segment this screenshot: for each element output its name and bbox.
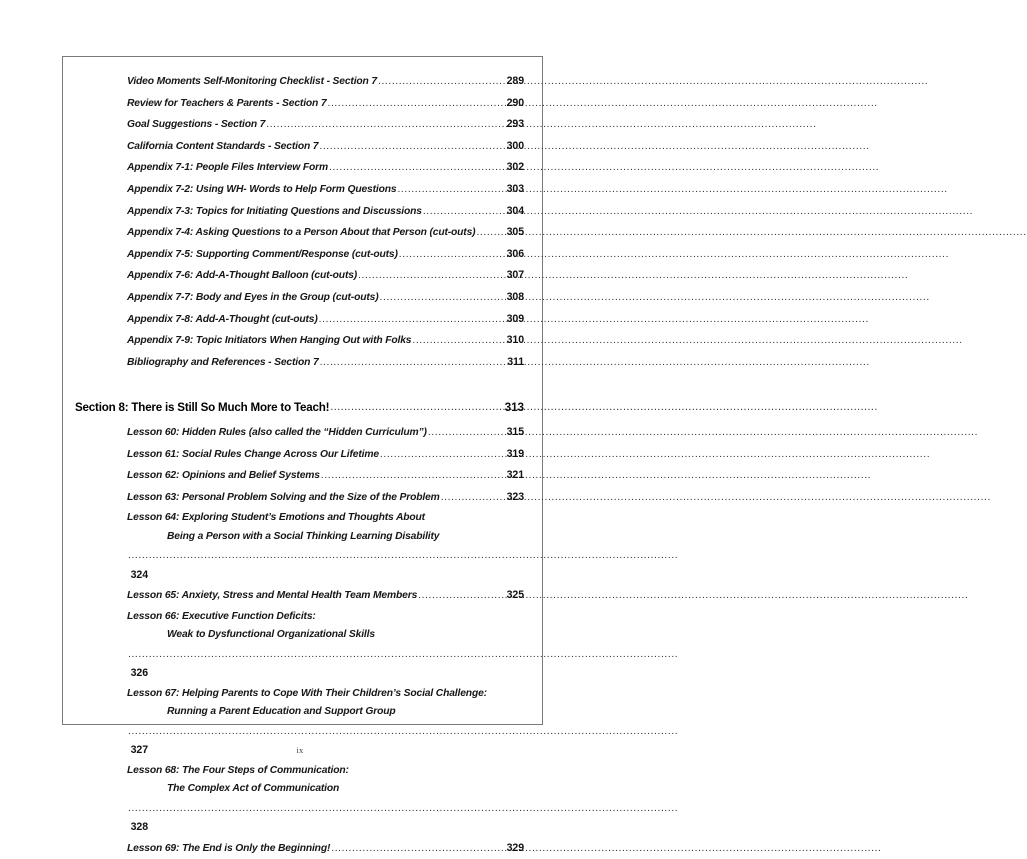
toc-entry-page: 326 [130, 667, 148, 680]
toc-entry-page: 302 [506, 161, 524, 174]
toc-entry-title: Lesson 68: The Four Steps of Communication: [127, 764, 349, 776]
toc-entry[interactable] [75, 444, 524, 466]
toc-entry-page: 306 [506, 247, 524, 260]
toc-entry-title: Appendix 7-5: Supporting Comment/Response (cut-outs) [127, 248, 398, 260]
toc-section-title: Section 8: There is Still So Much More to Teach! [75, 401, 330, 415]
dot-leader [476, 222, 503, 244]
dot-leader [319, 136, 503, 158]
toc-entry-title: Lesson 60: Hidden Rules (also called the “Hidden Curriculum”) [127, 426, 427, 438]
toc-entry[interactable] [75, 179, 524, 201]
dot-leader [423, 201, 503, 223]
dot-leader [399, 244, 503, 266]
toc-entry[interactable] [75, 465, 524, 487]
toc-entry-title: Lesson 69: The End is Only the Beginning! [127, 842, 331, 854]
toc-entry-title: Lesson 62: Opinions and Belief Systems [127, 470, 320, 482]
dot-leader [128, 799, 524, 819]
toc-entry[interactable] [75, 607, 524, 684]
dot-leader [266, 114, 503, 136]
toc-entry-page: 290 [506, 96, 524, 109]
toc-entry-title: Appendix 7-1: People Files Interview Form [127, 162, 328, 174]
toc-entry-title: Appendix 7-2: Using WH- Words to Help Form Questions [127, 183, 397, 195]
dot-leader [320, 352, 503, 374]
toc-entry-title: Lesson 61: Social Rules Change Across Our Lifetime [127, 448, 379, 460]
toc-entry-page: 307 [506, 269, 524, 282]
toc-entry[interactable] [75, 244, 524, 266]
toc-entry-title: Goal Suggestions - Section 7 [127, 119, 266, 131]
toc-entry-title: Review for Teachers & Parents - Section 7 [127, 97, 327, 109]
dot-leader [418, 585, 503, 607]
toc-entry-title: Lesson 65: Anxiety, Stress and Mental Health Team Members [127, 590, 418, 602]
toc-entry-title: Appendix 7-6: Add-A-Thought Balloon (cut-outs) [127, 270, 358, 282]
dot-leader [358, 265, 503, 287]
page-folio: ix [296, 745, 304, 755]
toc-entry[interactable] [75, 487, 524, 509]
toc-entry-page: 289 [506, 75, 524, 87]
toc-entry-page: 310 [506, 334, 524, 347]
dot-leader [378, 71, 503, 93]
toc-entry-page: 304 [506, 204, 524, 217]
toc-entry[interactable] [75, 157, 524, 179]
toc-entry-title-line2: Running a Parent Education and Support Group [167, 706, 396, 718]
toc-entry[interactable] [75, 585, 524, 607]
dot-leader [319, 309, 503, 331]
dot-leader [380, 444, 503, 466]
toc-group-section7 [75, 71, 524, 373]
toc-entry[interactable] [75, 330, 524, 352]
toc-entry-title: Lesson 63: Personal Problem Solving and the Size of the Problem [127, 491, 440, 503]
toc-entry-title: Video Moments Self-Monitoring Checklist - Section 7 [127, 76, 377, 87]
toc-entry[interactable] [75, 222, 524, 244]
toc-entry[interactable] [75, 761, 524, 838]
page-sheet [62, 56, 543, 854]
toc-entry-title: Appendix 7-3: Topics for Initiating Questions and Discussions [127, 205, 422, 217]
toc-entry-title: Appendix 7-4: Asking Questions to a Person About that Person (cut-outs) [127, 227, 476, 239]
toc-entry-title: Appendix 7-9: Topic Initiators When Hanging Out with Folks [127, 335, 412, 347]
toc-entry-title-line2: Being a Person with a Social Thinking Learning Disability [167, 530, 440, 542]
dot-leader [331, 838, 503, 859]
toc-entry-page: 303 [506, 182, 524, 195]
toc-entry-page: 311 [507, 355, 524, 368]
toc-entry-title: Bibliography and References - Section 7 [127, 356, 319, 368]
dot-leader [397, 179, 503, 201]
dot-leader [128, 546, 524, 566]
dot-leader [321, 465, 503, 487]
toc-section-page: 313 [504, 400, 524, 415]
toc-entry-title: Appendix 7-8: Add-A-Thought (cut-outs) [127, 313, 318, 325]
toc-entry-page: 329 [506, 841, 524, 854]
toc-entry-page: 321 [506, 469, 524, 482]
toc-entry-page: 308 [506, 290, 524, 303]
dot-leader [327, 93, 503, 115]
toc-entry-page: 327 [130, 744, 148, 757]
toc-entry-page: 309 [506, 312, 524, 325]
dot-leader [441, 487, 503, 509]
toc-entry[interactable] [75, 422, 524, 444]
toc-entry[interactable] [75, 201, 524, 223]
toc-entry-page: 315 [506, 425, 524, 438]
toc-entry[interactable] [75, 352, 524, 374]
toc-entry-page: 319 [506, 447, 524, 460]
toc-entry-title: Lesson 67: Helping Parents to Cope With Their Children’s Social Challenge: [127, 687, 487, 699]
toc-entry-title-line2: The Complex Act of Communication [167, 783, 340, 795]
toc-entry[interactable] [75, 265, 524, 287]
dot-leader [412, 330, 503, 352]
toc-entry-title: Lesson 66: Executive Function Deficits: [127, 610, 316, 622]
toc-entry-page: 325 [506, 589, 524, 602]
dot-leader [128, 722, 524, 742]
dot-leader [380, 287, 503, 309]
section-spacer [75, 373, 524, 397]
table-of-contents [63, 57, 542, 859]
toc-entry-page: 323 [506, 490, 524, 503]
toc-section-heading[interactable] [75, 397, 524, 419]
dot-leader [428, 422, 503, 444]
toc-entry[interactable] [75, 309, 524, 331]
dot-leader [128, 645, 524, 665]
toc-entry[interactable] [75, 93, 524, 115]
toc-entry[interactable] [75, 114, 524, 136]
toc-entry-page: 328 [130, 821, 148, 834]
toc-entry-title: Appendix 7-7: Body and Eyes in the Group (cut-outs) [127, 291, 379, 303]
toc-entry[interactable] [75, 508, 524, 585]
toc-group-section8 [75, 422, 524, 859]
toc-entry-title-line2: Weak to Dysfunctional Organizational Skills [167, 629, 375, 641]
dot-leader [330, 397, 503, 419]
toc-entry-page: 293 [506, 118, 524, 131]
toc-entry-title: Lesson 64: Exploring Student’s Emotions and Thoughts About [127, 512, 425, 524]
dot-leader [329, 157, 503, 179]
toc-entry-title: California Content Standards - Section 7 [127, 140, 319, 152]
toc-entry[interactable] [75, 838, 524, 859]
toc-entry[interactable] [75, 136, 524, 158]
toc-entry-page: 305 [506, 226, 524, 239]
toc-entry[interactable] [75, 71, 524, 93]
toc-entry[interactable] [75, 287, 524, 309]
toc-entry-page: 324 [130, 568, 148, 581]
toc-entry-page: 300 [506, 139, 524, 152]
